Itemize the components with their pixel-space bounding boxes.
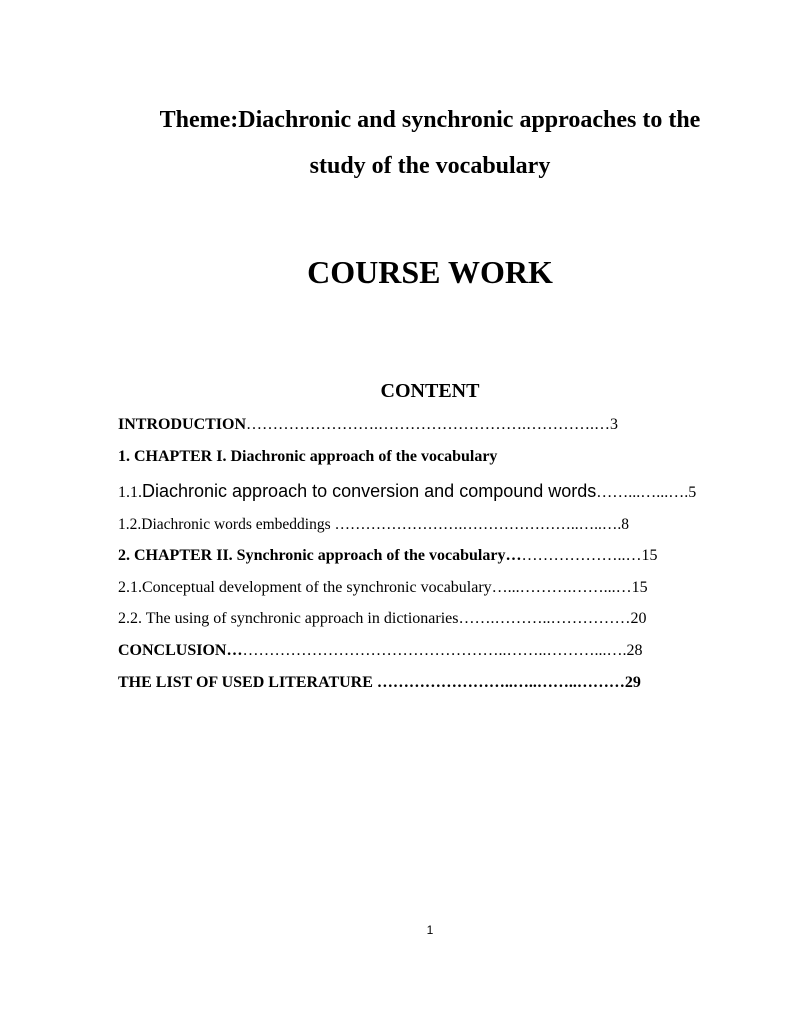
- toc-leader: …...……….……...…: [491, 579, 632, 596]
- toc-entry-title: 2.1.Conceptual development of the synchronic vocabulary: [118, 579, 492, 596]
- toc-page-number: 8: [621, 516, 630, 533]
- toc-entry-title: 1. CHAPTER I. Diachronic approach of the vocabulary: [118, 448, 498, 465]
- toc-entry-introduction: [118, 417, 618, 433]
- toc-entry-1-1: [118, 482, 696, 501]
- course-work-heading: COURSE WORK: [307, 254, 553, 290]
- toc-leader: ………………..…: [521, 547, 642, 564]
- toc-entry-1-2: [118, 517, 629, 533]
- toc-entry-title: CONCLUSION…: [118, 642, 243, 659]
- theme-title-line-2: study of the vocabulary: [309, 153, 551, 179]
- toc-entry-title: THE LIST OF USED LITERATURE: [118, 674, 377, 691]
- toc-entry-literature: [118, 675, 641, 691]
- toc-entry-title: 2.2. The using of synchronic approach in dictionaries: [118, 610, 459, 627]
- toc-entry-2-1: [118, 580, 648, 596]
- content-heading: CONTENT: [380, 380, 480, 402]
- toc-entry-title: 1.2.Diachronic words embeddings: [118, 516, 335, 533]
- toc-entry-title: Diachronic approach to conversion and compound words: [142, 481, 597, 501]
- page-number: 1: [426, 923, 434, 937]
- toc-entry-title: INTRODUCTION: [118, 416, 247, 433]
- toc-leader: …….………..……………: [458, 610, 631, 627]
- toc-entry-chapter-1: [118, 449, 497, 465]
- toc-entry-conclusion: [118, 643, 642, 659]
- toc-entry-number: 1.1.: [118, 484, 142, 501]
- toc-entry-title: 2. CHAPTER II. Synchronic approach of the vocabulary…: [118, 547, 522, 564]
- toc-page-number: 3: [610, 416, 619, 433]
- toc-leader: …………………….……………………….………….…: [246, 416, 611, 433]
- toc-page-number: 29: [624, 674, 641, 691]
- toc-entry-chapter-2: [118, 548, 657, 564]
- toc-page-number: 28: [626, 642, 643, 659]
- toc-leader: ……...…...….: [596, 484, 689, 501]
- toc-page-number: 5: [688, 484, 697, 501]
- toc-leader: …………………………………………..……..………...….: [242, 642, 627, 659]
- toc-page-number: 15: [641, 547, 658, 564]
- theme-title-line-1: Theme:Diachronic and synchronic approaches to the: [159, 107, 701, 133]
- toc-page-number: 15: [631, 579, 648, 596]
- toc-entry-2-2: [118, 611, 647, 627]
- toc-leader: …………………….…………………..…..….: [334, 516, 622, 533]
- toc-leader: ……………………..…..……..………: [376, 674, 625, 691]
- toc-page-number: 20: [630, 610, 647, 627]
